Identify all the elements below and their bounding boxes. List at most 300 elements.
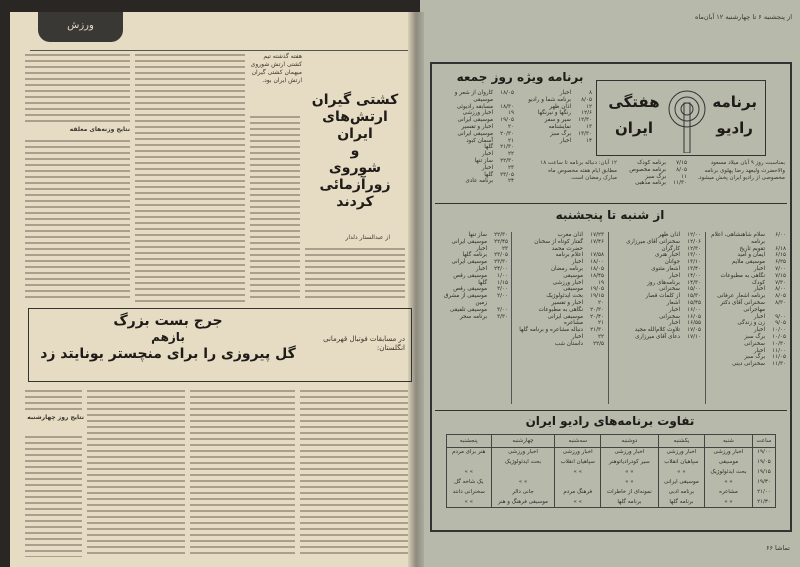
article-column xyxy=(25,140,130,302)
table-header: دوشنبه xyxy=(601,435,659,448)
schedule-item xyxy=(613,239,701,246)
friday-schedule-col xyxy=(438,90,514,185)
table-row xyxy=(447,468,776,478)
table-cell: یک شاخه گل xyxy=(447,478,492,488)
schedule-item xyxy=(613,307,701,314)
schedule-item xyxy=(613,334,701,341)
schedule-item xyxy=(710,259,786,266)
table-cell: برنامه ادبی xyxy=(658,488,704,498)
column-divider xyxy=(608,232,609,404)
schedule-program: موسیقی ملایم xyxy=(731,259,765,266)
section-tab: ورزش xyxy=(38,12,123,42)
schedule-program: برنامه عادی xyxy=(465,178,493,185)
schedule-time: ۱۴/۰۰ xyxy=(687,272,701,279)
schedule-program: اخبار xyxy=(753,347,765,354)
table-cell: سیر کودرادیاتوهنر xyxy=(601,458,659,468)
table-cell: موسیقی فرهنگ و هنر xyxy=(491,498,555,508)
schedule-item xyxy=(710,320,786,327)
schedule-program: اخبار ورزشی xyxy=(552,279,583,286)
table-cell: مشاعره xyxy=(705,488,753,498)
schedule-item xyxy=(517,131,592,138)
table-cell: ۱۹/۳۰ xyxy=(752,478,775,488)
schedule-time: ۷/۱۵ xyxy=(676,160,687,166)
schedule-program: اخبار xyxy=(753,286,765,293)
schedule-program: ایمان و امید xyxy=(737,252,765,259)
table-cell: ۲۱/۳۰ xyxy=(752,498,775,508)
schedule-item xyxy=(710,327,786,334)
schedule-time: ۳/۰۰ xyxy=(497,306,508,313)
table-cell: » » xyxy=(601,478,659,488)
schedule-time: ۱۹/۱۵ xyxy=(590,293,604,300)
schedule-time: ۱۳/۰۰ xyxy=(687,252,701,259)
table-cell: برنامه گلها xyxy=(658,498,704,508)
radio-tower-icon xyxy=(667,87,707,153)
schedule-program: از کلمات قصار xyxy=(645,293,680,300)
schedule-time: ۳/۳۰ xyxy=(497,313,508,320)
schedule-item xyxy=(516,259,604,266)
schedule-time: ۲۴ xyxy=(507,178,514,185)
table-cell xyxy=(555,478,601,488)
schedule-item xyxy=(622,160,687,167)
schedule-item xyxy=(438,144,514,151)
schedule-program: موسیقی ایرانی xyxy=(451,238,487,245)
table-cell: اخبار ورزشی xyxy=(601,448,659,458)
schedule-item xyxy=(516,239,604,253)
schedule-time: ۲۲/۵ xyxy=(593,340,604,347)
schedule-time: ۱۴ xyxy=(585,137,592,144)
schedule-time: ۲۳ xyxy=(501,245,508,252)
schedule-time: ۱۷/۲۳ xyxy=(590,232,604,238)
wrestling-headline xyxy=(303,92,407,211)
schedule-program: برنامه مخصوص xyxy=(629,166,666,173)
section-divider xyxy=(435,410,787,411)
schedule-program: داستان شب xyxy=(554,340,583,347)
schedule-item xyxy=(516,334,604,341)
schedule-time: ۶/۰۰ xyxy=(775,232,786,238)
column-divider xyxy=(511,232,512,404)
schedule-time: ۲۱/۳۰ xyxy=(500,144,514,151)
schedule-program: رنگها و نیرنگها xyxy=(537,110,571,117)
friday-schedule-col xyxy=(517,90,592,144)
schedule-time: ۲۰ xyxy=(597,299,604,306)
schedule-program: موسیقی از مشرق زمین xyxy=(444,293,487,306)
schedule-item xyxy=(516,307,604,314)
schedule-item xyxy=(436,252,508,259)
schedule-program: برگ سبز xyxy=(744,354,765,361)
schedule-program: اخبار هنری xyxy=(655,252,680,259)
schedule-program: برگ سبز xyxy=(550,130,571,137)
table-cell: موسیقی xyxy=(705,458,753,468)
schedule-program: برنامه شما و رادیو xyxy=(528,96,571,103)
table-cell: اخبار ورزشی xyxy=(555,448,601,458)
schedule-program: نگاهی به مطبوعات xyxy=(720,272,765,279)
logo-text: هفتگی xyxy=(608,93,660,111)
schedule-item xyxy=(710,280,786,287)
schedule-program: اخبار و تفسیر xyxy=(461,123,493,130)
schedule-time: ۲/۰۰ xyxy=(497,286,508,293)
schedule-program: بحث ایدئولوژیک xyxy=(546,293,583,300)
schedule-item xyxy=(622,174,687,181)
schedule-program: اخبار xyxy=(481,151,493,158)
schedule-time: ۱۳/۱۰ xyxy=(687,259,701,266)
schedule-item xyxy=(710,232,786,246)
table-cell: » » xyxy=(705,498,753,508)
schedule-program: اخبار xyxy=(753,265,765,272)
article-column xyxy=(250,116,300,302)
schedule-program: برنامه سحر xyxy=(459,313,487,320)
schedule-item xyxy=(436,259,508,266)
table-header: شنبه xyxy=(705,435,753,448)
schedule-time: ۱۱/۳۰ xyxy=(673,180,687,187)
schedule-time: ۱۱/۰۰ xyxy=(772,347,786,354)
schedule-time: ۲۳ xyxy=(507,164,514,171)
column-divider xyxy=(705,232,706,404)
schedule-item xyxy=(710,266,786,273)
schedule-item xyxy=(436,280,508,287)
schedule-program: اذان ظهر xyxy=(549,103,571,110)
schedule-time: ۱۷/۱۰ xyxy=(687,333,701,340)
schedule-program: سخنرانی xyxy=(659,313,680,320)
schedule-item xyxy=(517,138,592,145)
schedule-program: اذان مغرب xyxy=(557,232,583,238)
schedule-program: اخبار xyxy=(753,327,765,334)
schedule-time: ۶/۱۸ xyxy=(775,245,786,252)
schedule-time: ۸/۰۵ xyxy=(775,293,786,300)
schedule-time: ۲۲ xyxy=(507,151,514,158)
schedule-program: گلها xyxy=(484,144,493,151)
schedule-time: ۱۲/۰۰ xyxy=(687,232,701,238)
schedule-time: ۷/۰۰ xyxy=(775,265,786,272)
schedule-program: مسابقه رادیوئی xyxy=(456,103,493,110)
football-headline-box xyxy=(28,308,412,382)
schedule-item xyxy=(710,354,786,361)
schedule-item xyxy=(516,327,604,334)
schedule-time: ۱۳/۴۰ xyxy=(687,265,701,272)
schedule-item xyxy=(710,300,786,314)
header-rule xyxy=(30,50,408,51)
schedule-time: ۱۵/۴۵ xyxy=(687,299,701,306)
schedule-time: ۲۰/۳۰ xyxy=(590,306,604,313)
schedule-time: ۱۱ xyxy=(680,173,687,180)
schedule-time: ۸/۰۵ xyxy=(676,166,687,173)
article-column xyxy=(25,390,82,410)
schedule-time: ۱۷/۰۵ xyxy=(687,327,701,334)
table-row xyxy=(447,498,776,508)
schedule-program: سلام شاهنشاهی، اعلام برنامه xyxy=(711,232,765,245)
schedule-item xyxy=(438,165,514,172)
schedule-item xyxy=(516,300,604,307)
schedule-time: ۱۲/۰۶ xyxy=(687,238,701,245)
schedule-time: ۱۹ xyxy=(507,110,514,117)
schedule-time: ۱۳/۳۰ xyxy=(578,130,592,137)
schedule-program: کارگران xyxy=(661,245,680,252)
schedule-item xyxy=(622,180,687,187)
table-cell: نمونه‌ای از خاطرات xyxy=(601,488,659,498)
schedule-program: اشعار xyxy=(666,299,680,306)
wrestling-intro: هفته گذشته تیم کشتی ارتش شوروی میهمان کشتی گیران ارتش ایران بود. xyxy=(250,53,302,84)
schedule-program: موسیقی ایرانی xyxy=(457,130,493,137)
schedule-item xyxy=(613,300,701,307)
schedule-program: اخبار xyxy=(475,265,487,272)
table-cell xyxy=(447,458,492,468)
schedule-time: ۱۳ xyxy=(585,123,592,130)
table-cell: موسیقی ایرانی xyxy=(658,478,704,488)
schedule-item xyxy=(710,273,786,280)
table-cell: » » xyxy=(705,478,753,488)
table-cell: جانی دالر xyxy=(491,488,555,498)
schedule-program: برنامه اشعار عرفانی xyxy=(717,293,765,300)
schedule-time: ۲۰/۴۰ xyxy=(590,313,604,320)
date-line: از پنجشنبه ۶ تا چهارشنبه ۱۲ آبان‌ماه xyxy=(694,13,792,21)
schedule-time: ۱۴/۳۰ xyxy=(687,279,701,286)
schedule-time: ۱۶/۵۵ xyxy=(687,320,701,327)
table-cell: ۱۹/۱۵ xyxy=(752,468,775,478)
schedule-item xyxy=(438,138,514,145)
headline-line: زورآزمائی xyxy=(319,177,391,193)
schedule-program: نمایشنامه xyxy=(548,123,571,130)
page-footer: تماشا ۶۶ xyxy=(765,544,790,552)
weekday-schedule-col xyxy=(436,232,508,320)
article-column xyxy=(190,390,295,557)
schedule-program: سخنرانی دینی xyxy=(731,361,765,368)
schedule-program: موسیقی ایرانی xyxy=(451,259,487,266)
table-header: ساعت xyxy=(752,435,775,448)
schedule-item xyxy=(613,232,701,239)
schedule-item xyxy=(436,232,508,239)
schedule-time: ۸/۰۰ xyxy=(775,286,786,293)
table-cell: بحث ایدئولوژیک xyxy=(491,458,555,468)
table-cell xyxy=(491,468,555,478)
table-cell: سپاهیان انقلاب xyxy=(555,458,601,468)
table-cell: سپاهیان انقلاب xyxy=(658,458,704,468)
schedule-time: ۶/۲۵ xyxy=(775,259,786,266)
schedule-program: اخبار xyxy=(571,333,583,340)
schedule-program: اخبار xyxy=(571,259,583,266)
schedule-program: جوانان xyxy=(664,259,680,266)
football-kicker: در مسابقات فوتبال قهرمانی انگلستان: xyxy=(323,335,405,352)
schedule-item xyxy=(613,266,701,273)
schedule-program: مشاعره xyxy=(563,320,583,327)
schedule-time: ۱۱/۰۵ xyxy=(772,354,786,361)
schedule-program: اخبار xyxy=(668,306,680,313)
schedule-item xyxy=(436,293,508,307)
football-headline xyxy=(33,312,303,363)
schedule-time: ۱۹ xyxy=(597,279,604,286)
schedule-time: ۱۰/۰۵ xyxy=(772,333,786,340)
schedule-program: اخبار و تفسیر xyxy=(551,299,583,306)
schedule-item xyxy=(516,293,604,300)
schedule-time: ۱۸/۰۰ xyxy=(590,259,604,266)
schedule-item xyxy=(438,110,514,117)
table-header: چهارشنبه xyxy=(491,435,555,448)
schedule-item xyxy=(438,172,514,179)
schedule-program: گلها xyxy=(478,279,487,286)
schedule-item xyxy=(517,124,592,131)
schedule-program: گفتار کوتاه از سخنان حضرت محمد xyxy=(534,238,583,252)
table-row xyxy=(447,478,776,488)
schedule-item xyxy=(710,334,786,341)
schedule-time: ۲/۰۰ xyxy=(497,293,508,300)
schedule-time: ۲۱ xyxy=(507,137,514,144)
article-column xyxy=(25,436,82,557)
schedule-time: ۶/۱۵ xyxy=(775,252,786,259)
table-cell: برنامه گلها xyxy=(601,498,659,508)
schedule-item xyxy=(436,266,508,273)
schedule-program: اعلام برنامه xyxy=(555,252,583,259)
schedule-item xyxy=(438,117,514,124)
schedule-program: سیر و سفر xyxy=(544,117,571,124)
schedule-program: اذان ظهر xyxy=(658,232,680,238)
schedule-item xyxy=(517,90,592,97)
schedule-program: موسیقی xyxy=(563,286,583,293)
byline: از عبدالستار دلدار xyxy=(345,234,390,241)
table-cell: ۲۱/۰۰ xyxy=(752,488,775,498)
schedule-program: برگ سبز xyxy=(744,333,765,340)
schedule-time: ۱۸/۳۰ xyxy=(500,103,514,110)
schedule-time: ۲۲ xyxy=(597,333,604,340)
table-cell: اخبار ورزشی xyxy=(705,448,753,458)
table-row xyxy=(447,458,776,468)
schedule-item xyxy=(438,124,514,131)
schedule-time: ۱۷/۵۸ xyxy=(590,252,604,259)
schedule-program: ساز تنها xyxy=(468,232,487,238)
schedule-item xyxy=(710,293,786,300)
schedule-program: تقویم تاریخ xyxy=(739,245,765,252)
schedule-item xyxy=(710,252,786,259)
logo-title-right xyxy=(712,89,757,141)
schedule-item xyxy=(613,259,701,266)
schedule-time: ۱۸/۴۵ xyxy=(590,272,604,279)
table-cell: » » xyxy=(491,478,555,488)
table-cell: ۱۹/۰۰ xyxy=(752,448,775,458)
schedule-item xyxy=(438,151,514,158)
headline-line: کردند xyxy=(336,194,374,210)
schedule-time: ۱۸/۰۵ xyxy=(500,90,514,96)
schedule-item xyxy=(436,314,508,321)
table-header: یکشنبه xyxy=(658,435,704,448)
schedule-program: کودک xyxy=(751,279,765,286)
schedule-item xyxy=(710,286,786,293)
schedule-item xyxy=(613,246,701,253)
schedule-program: آسمان کبود xyxy=(466,137,493,144)
schedule-time: ۲۳/۰۵ xyxy=(500,171,514,178)
schedule-program: ساز تنها xyxy=(474,157,493,164)
schedule-program: برنامه رمضان xyxy=(550,265,583,272)
schedule-time: ۹/۰۵ xyxy=(775,320,786,327)
schedule-time: ۹/۰۰ xyxy=(775,313,786,320)
schedule-time: ۱۶/۰۰ xyxy=(687,306,701,313)
schedule-program: سخنرانی آقای دکتر مهاجرانی xyxy=(720,299,765,313)
schedule-item xyxy=(438,104,514,111)
logo-title-left xyxy=(605,89,663,141)
schedule-program: اخبار xyxy=(481,164,493,171)
article-column xyxy=(25,54,130,122)
schedule-item xyxy=(436,286,508,293)
article-column xyxy=(87,390,185,557)
schedule-program: دنباله مشاعره و برنامه گلها xyxy=(519,327,583,334)
friday-note-schedule xyxy=(622,160,687,187)
schedule-time: ۱/۱۵ xyxy=(497,279,508,286)
table-cell: اخبار ورزشی xyxy=(491,448,555,458)
schedule-time: ۱۱/۳۰ xyxy=(772,361,786,368)
schedule-item xyxy=(436,273,508,280)
schedule-time: ۸/۳۰ xyxy=(775,299,786,306)
schedule-item xyxy=(622,167,687,174)
table-header: پنجشنبه xyxy=(447,435,492,448)
schedule-program: اخبار xyxy=(475,245,487,252)
schedule-item xyxy=(438,90,514,104)
schedule-time: ۱۲/۶ xyxy=(581,110,592,117)
schedule-program: موسیقی ایرانی xyxy=(457,117,493,124)
schedule-item xyxy=(710,246,786,253)
headline-line: گل پیروزی را برای منچستر یونایتد زد xyxy=(40,346,296,362)
headline-line: کشتی گیران xyxy=(311,92,399,108)
schedule-time: ۲۳/۳۰ xyxy=(494,259,508,266)
weekday-title: از شنبه تا پنجشنبه xyxy=(555,208,665,222)
results-title-2: نتایج روز چهارشنبه xyxy=(27,414,84,421)
schedule-time: ۱۸/۰۵ xyxy=(590,265,604,272)
schedule-program: سخنرانی xyxy=(744,340,765,347)
table-row xyxy=(447,448,776,458)
schedule-time: ۱۶/۰۵ xyxy=(687,313,701,320)
results-title: نتایج وزنه‌های معلقه xyxy=(69,126,130,133)
table-cell: ۱۹/۰۵ xyxy=(752,458,775,468)
schedule-program: گلها xyxy=(484,171,493,178)
table-header: سه‌شنبه xyxy=(555,435,601,448)
schedule-program: زن و زندگی xyxy=(737,320,765,327)
schedule-program: برنامه مذهبی xyxy=(635,180,666,187)
schedule-time: ۲۰/۳۰ xyxy=(500,130,514,137)
schedule-item xyxy=(613,314,701,321)
logo-text: برنامه xyxy=(712,93,757,111)
diff-table-title: تفاوت برنامه‌های رادیو ایران xyxy=(525,414,695,428)
weekday-schedule-col xyxy=(710,232,786,368)
schedule-program: اخبار xyxy=(753,313,765,320)
schedule-time: ۲۲/۴۵ xyxy=(494,238,508,245)
schedule-item xyxy=(613,273,701,280)
weekday-schedule-col xyxy=(516,232,604,348)
schedule-program: اخبار xyxy=(668,272,680,279)
schedule-item xyxy=(438,178,514,185)
schedule-item xyxy=(516,232,604,239)
table-cell: » » xyxy=(555,468,601,478)
schedule-item xyxy=(516,266,604,273)
schedule-program: برنامه‌های روز xyxy=(647,279,680,286)
table-row xyxy=(447,488,776,498)
schedule-program: اخبار xyxy=(559,137,571,144)
schedule-program: اخبار xyxy=(668,320,680,327)
schedule-time: ۲۳/۰۵ xyxy=(494,252,508,259)
schedule-program: سخنرانی xyxy=(659,286,680,293)
schedule-time: ۲۲/۳۰ xyxy=(494,232,508,238)
schedule-program: موسیقی xyxy=(563,272,583,279)
occasion-note: بمناسبت روز ۹ آبان میلاد مسعود والاحضرت ولیعهد رضا پهلوی برنامه مخصوصی از رادیو ایران پخش میشود. xyxy=(697,160,785,181)
friday-note: ۱۲ آبان: دنباله برنامه تا ساعت ۱۸ مطابق ایام هفته مخصوص ماه مبارک رمضان است. xyxy=(540,160,617,181)
schedule-item xyxy=(613,293,701,300)
schedule-program: تلاوت کلام‌الله مجید xyxy=(634,327,680,334)
table-cell: » » xyxy=(447,468,492,478)
schedule-time: ۱۹/۰۵ xyxy=(590,286,604,293)
logo-text: ایران xyxy=(614,119,654,137)
diff-table xyxy=(446,434,776,508)
schedule-program: موسیقی رقص xyxy=(453,272,487,279)
schedule-program: برنامه گلها xyxy=(462,252,487,259)
article-column xyxy=(300,390,408,557)
table-cell: » » xyxy=(555,498,601,508)
schedule-program: دعای آقای میرزاری xyxy=(635,333,680,340)
schedule-item xyxy=(613,252,701,259)
schedule-item xyxy=(516,252,604,259)
